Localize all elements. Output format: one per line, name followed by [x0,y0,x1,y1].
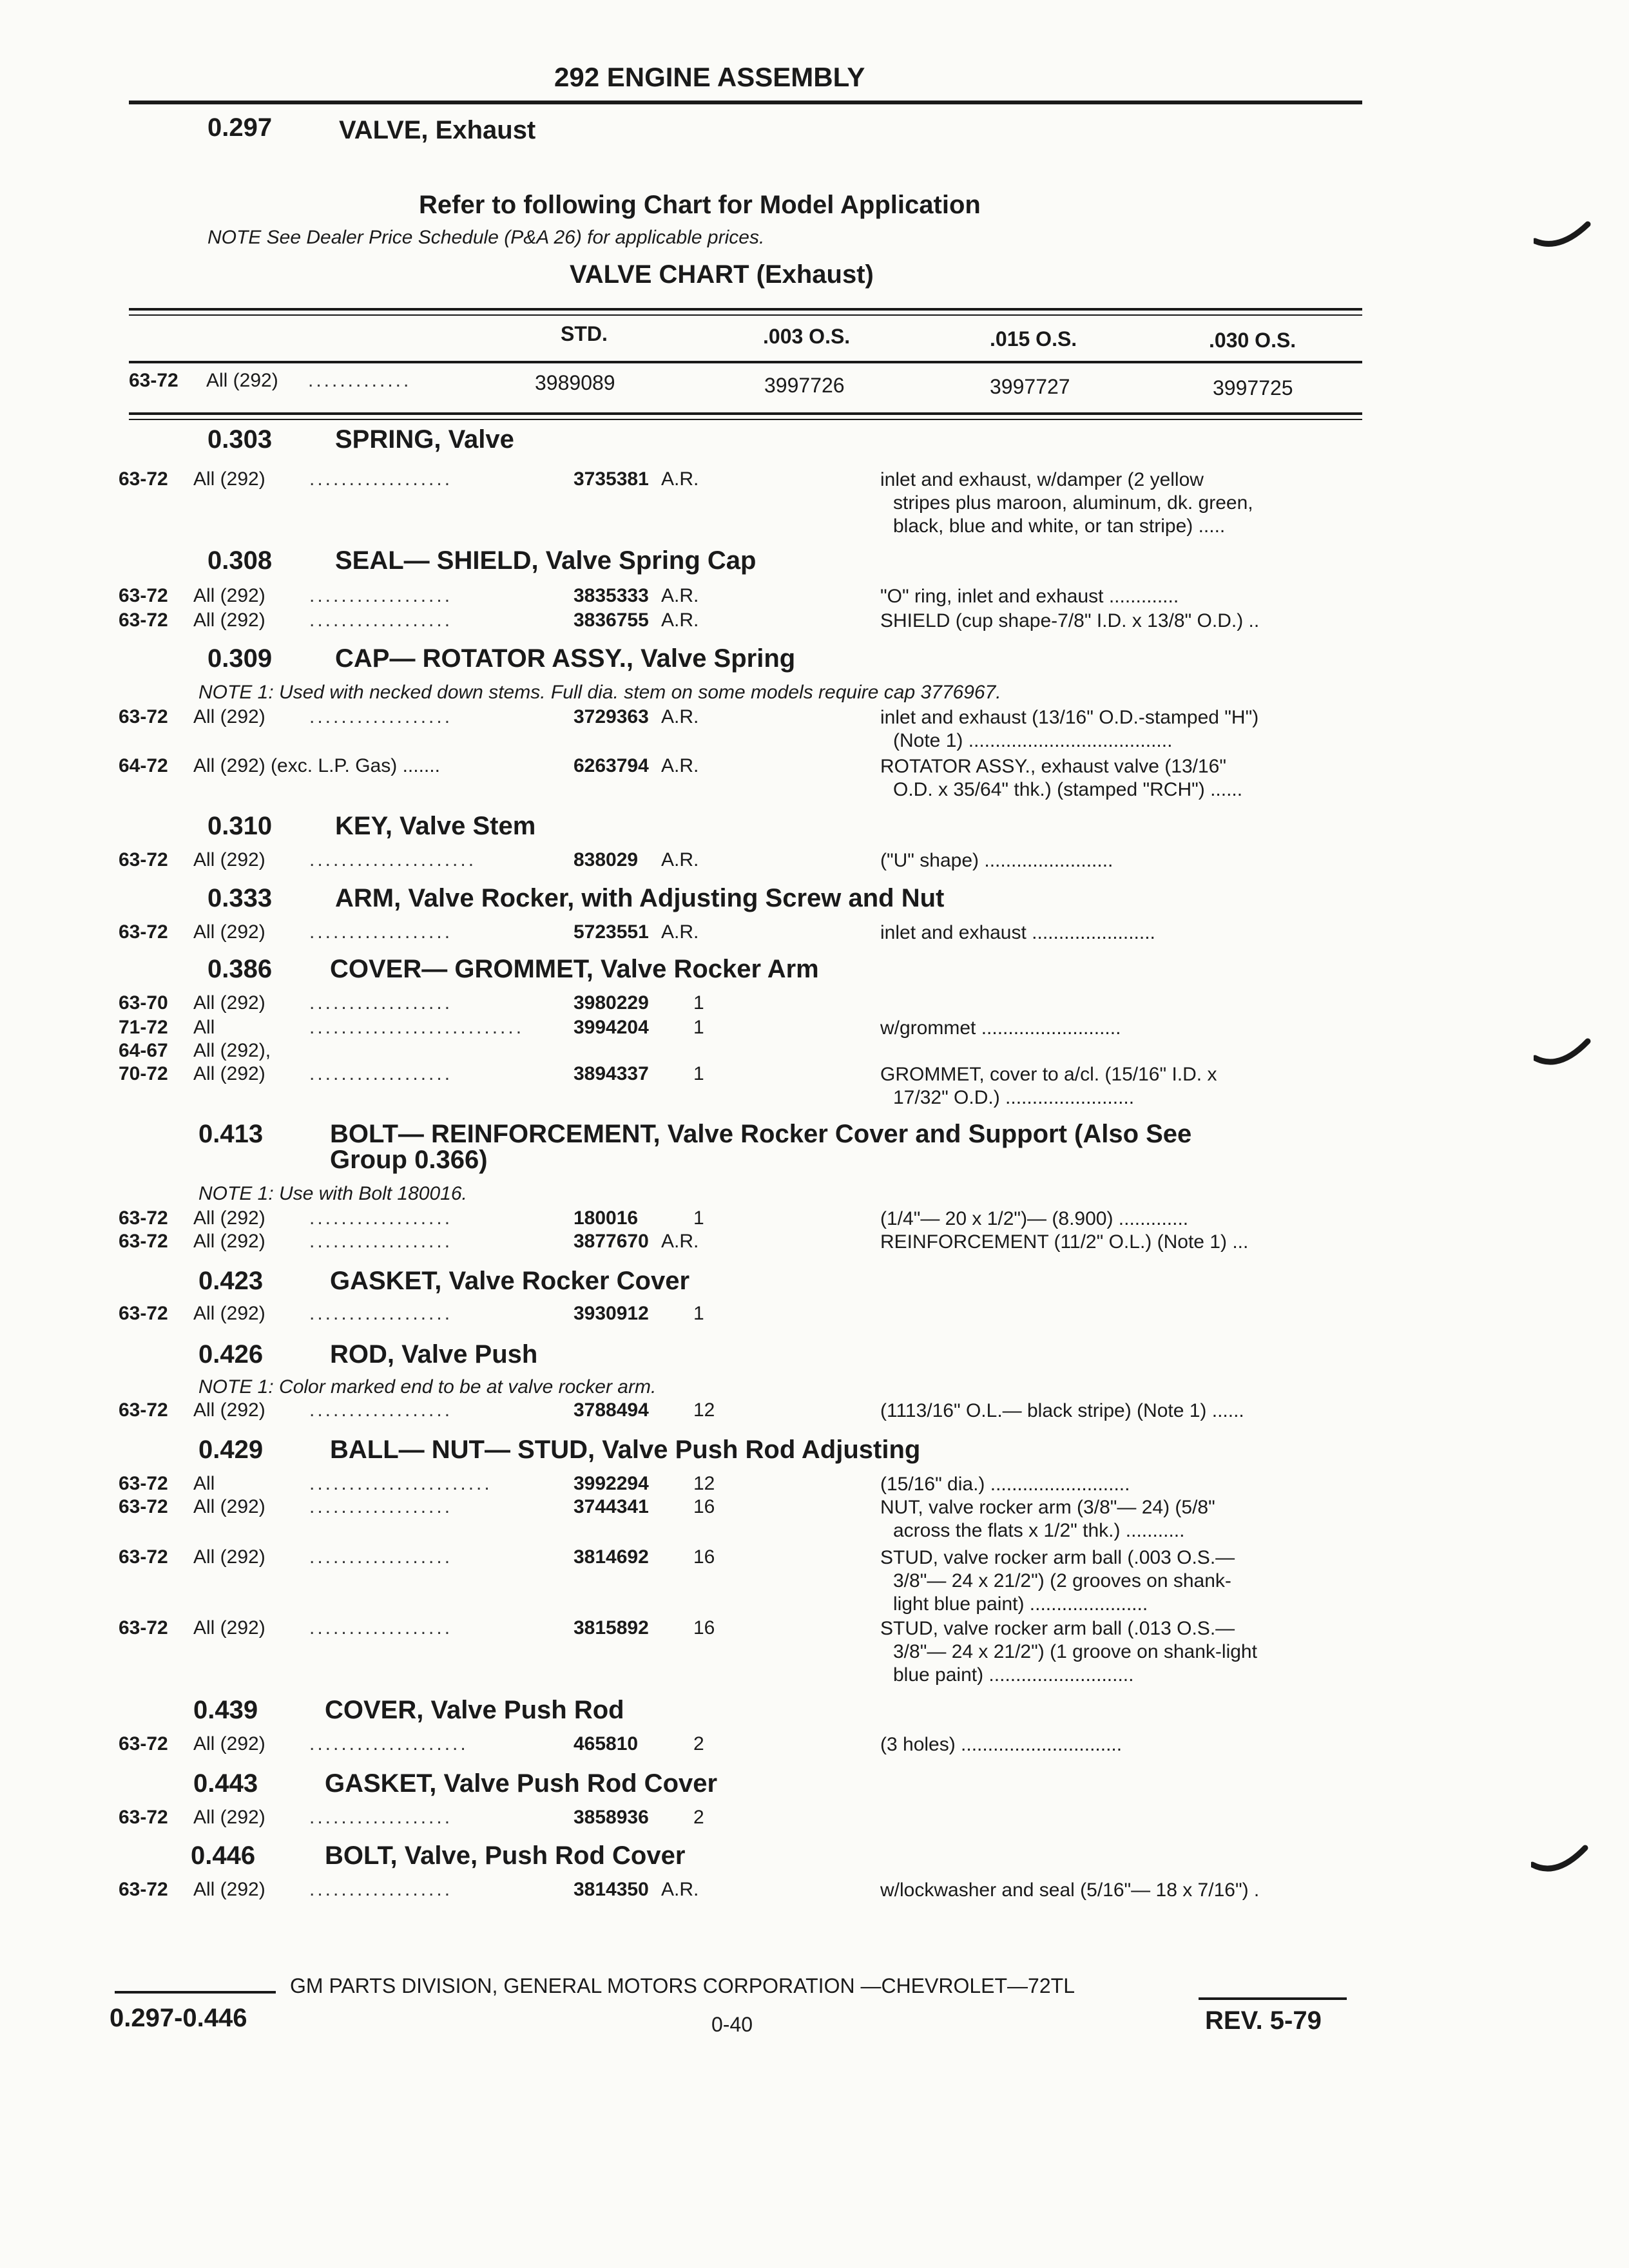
section-number: 0.446 [191,1841,256,1870]
chart-col-003: .003 O.S. [763,325,851,348]
row-years: 71-72 [119,1017,168,1038]
description-line: STUD, valve rocker arm ball (.003 O.S.— [880,1547,1235,1568]
row-years: 63-72 [119,1473,168,1494]
row-part-number: 3814692 [574,1546,649,1568]
chart-row-leader: ............. [308,370,412,391]
description-line: stripes plus maroon, aluminum, dk. green, [893,492,1253,514]
section-name: BOLT, Valve, Push Rod Cover [325,1841,686,1870]
row-part-number: 3814350 [574,1879,649,1900]
row-years: 63-72 [119,921,168,943]
chart-row-model: All (292) [206,370,278,391]
row-leader: .................. [309,1617,453,1639]
footer-page-number: 0-40 [711,2013,753,2036]
description-line: 3/8"— 24 x 21/2") (1 groove on shank-light [893,1641,1257,1662]
page-title: 292 ENGINE ASSEMBLY [554,62,865,92]
row-quantity: 2 [693,1807,704,1828]
description-line: black, blue and white, or tan stripe) ..... [893,515,1226,537]
chart-header-rule [129,361,1362,363]
row-years: 63-72 [119,1879,168,1900]
section-note: NOTE 1: Use with Bolt 180016. [198,1183,467,1204]
section-number: 0.308 [207,546,273,575]
row-leader: .................. [309,1063,453,1084]
row-description [880,1473,1130,1496]
section-number: 0.333 [207,884,273,912]
row-years: 63-72 [119,1617,168,1639]
footer-range: 0.297-0.446 [110,2004,247,2032]
row-years: 63-72 [119,1807,168,1828]
row-leader: .................. [309,1807,453,1828]
section-name: VALVE, Exhaust [339,116,536,144]
description-line: w/grommet .......................... [880,1017,1121,1039]
chart-col-std: STD. [561,322,608,345]
row-quantity: A.R. [661,1879,699,1900]
row-part-number: 3877670 [574,1231,649,1252]
section-name: GASKET, Valve Push Rod Cover [325,1769,718,1798]
row-years: 63-72 [119,1231,168,1252]
section-number: 0.297 [207,113,273,142]
row-model: All (292) [193,1546,265,1568]
row-leader: .................. [309,610,453,631]
row-model: All (292) [193,1496,265,1517]
row-model: All (292) [193,585,265,606]
row-model: All (292) [193,921,265,943]
row-part-number: 3994204 [574,1017,649,1038]
row-leader: ....................... [309,1473,492,1494]
row-years: 63-72 [119,585,168,606]
description-line: w/lockwasher and seal (5/16"— 18 x 7/16") . [880,1879,1260,1901]
row-quantity: 1 [693,992,704,1014]
row-leader: .................. [309,1231,453,1252]
chart-bottom-rule [129,412,1362,415]
section-name: CAP— ROTATOR ASSY., Valve Spring [335,644,796,673]
section-number: 0.439 [193,1696,258,1724]
row-quantity: A.R. [661,921,699,943]
row-description [880,1017,1121,1040]
row-part-number: 3980229 [574,992,649,1014]
row-years: 63-72 [119,1207,168,1229]
row-leader: .................. [309,992,453,1014]
row-part-number: 465810 [574,1733,639,1754]
row-quantity: A.R. [661,1231,699,1252]
row-years: 63-72 [119,1546,168,1568]
row-leader: ........................... [309,1017,525,1038]
description-line: light blue paint) ...................... [893,1593,1148,1615]
row-leader: .................. [309,585,453,606]
section-name: ROD, Valve Push [330,1340,538,1369]
row-years: 63-72 [119,706,168,727]
row-years: 63-72 [119,1496,168,1517]
binder-mark [1534,213,1592,251]
row-model: All (292) [193,468,265,490]
description-line: SHIELD (cup shape-7/8" I.D. x 13/8" O.D.) .. [880,610,1260,631]
row-description [880,921,1155,945]
row-description [880,1496,1215,1542]
row-leader: ..................... [309,849,477,870]
row-model: All (292) [193,1807,265,1828]
row-years: 63-72 [119,1303,168,1324]
row-model: All (292) (exc. L.P. Gas) ....... [193,755,440,776]
section-number: 0.310 [207,812,273,840]
row-model: All (292) [193,706,265,727]
chart-col-030: .030 O.S. [1209,329,1296,352]
row-part-number: 180016 [574,1207,639,1229]
row-part-number: 3836755 [574,610,649,631]
row-quantity: A.R. [661,755,699,776]
row-quantity: 1 [693,1017,704,1038]
description-line: inlet and exhaust, w/damper (2 yellow [880,469,1204,490]
row-leader: .................. [309,468,453,490]
row-part-number: 3930912 [574,1303,649,1324]
row-model: All [193,1017,215,1038]
row-years: 63-72 [119,610,168,631]
row-part-number: 3744341 [574,1496,649,1517]
row-model: All (292) [193,1063,265,1084]
row-description [880,1231,1248,1254]
row-part-number: 6263794 [574,755,649,776]
row-description [880,1063,1217,1110]
row-leader: .................. [309,1546,453,1568]
section-name: KEY, Valve Stem [335,812,536,840]
row-quantity: A.R. [661,706,699,727]
row-leader: .................. [309,921,453,943]
description-line: across the flats x 1/2" thk.) ........... [893,1520,1185,1541]
row-leader: .................. [309,1207,453,1229]
row-quantity: A.R. [661,610,699,631]
row-description [880,468,1253,538]
chart-row-years: 63-72 [129,370,178,391]
chart-top-rule-2 [129,314,1362,316]
row-quantity: 1 [693,1303,704,1324]
row-description [880,610,1259,633]
row-part-number: 838029 [574,849,639,870]
row-model: All (292) [193,1231,265,1252]
section-number: 0.386 [207,955,273,983]
description-line: (Note 1) ...................................... [893,730,1173,751]
description-line: ("U" shape) ........................ [880,850,1113,871]
row-part-number: 3894337 [574,1063,649,1084]
description-line: GROMMET, cover to a/cl. (15/16" I.D. x [880,1064,1217,1085]
section-name: ARM, Valve Rocker, with Adjusting Screw and Nut [335,884,945,912]
section-name-continued: Group 0.366) [330,1146,488,1174]
row-quantity: A.R. [661,849,699,870]
description-line: 3/8"— 24 x 21/2") (2 grooves on shank- [893,1570,1231,1591]
section-name: COVER, Valve Push Rod [325,1696,624,1724]
chart-bottom-rule-2 [129,419,1362,420]
section-name: GASKET, Valve Rocker Cover [330,1267,690,1295]
row-quantity: 16 [693,1496,715,1517]
footer-rule-left [115,1991,276,1994]
row-leader: .................. [309,1303,453,1324]
row-model: All (292) [193,1399,265,1421]
row-leader: .................... [309,1733,468,1754]
chart-col-015: .015 O.S. [990,327,1077,351]
section-number: 0.429 [198,1436,264,1464]
binder-mark [1531,1840,1589,1879]
row-leader: .................. [309,1496,453,1517]
row-description [880,1399,1244,1423]
row-description [880,1546,1235,1616]
chart-top-rule [129,308,1362,311]
section-name: BALL— NUT— STUD, Valve Push Rod Adjusting [330,1436,921,1464]
row-years: 63-72 [119,1399,168,1421]
section-note: NOTE 1: Used with necked down stems. Full dia. stem on some models require cap 3776967. [198,682,1001,703]
valve-chart-title: VALVE CHART (Exhaust) [570,260,874,289]
row-description [880,1207,1188,1231]
section-name: COVER— GROMMET, Valve Rocker Arm [330,955,819,983]
section-number: 0.309 [207,644,273,673]
row-quantity: 2 [693,1733,704,1754]
row-description [880,706,1258,753]
description-line: ROTATOR ASSY., exhaust valve (13/16" [880,756,1227,777]
description-line: "O" ring, inlet and exhaust ............. [880,586,1179,607]
row-model: All (292) [193,610,265,631]
row-quantity: 1 [693,1207,704,1229]
section-number: 0.426 [198,1340,264,1369]
row-leader: .................. [309,706,453,727]
row-quantity: 16 [693,1546,715,1568]
row-model: All (292) [193,1733,265,1754]
row-description [880,1879,1259,1902]
description-line: blue paint) ........................... [893,1664,1134,1686]
row-years: 63-72 [119,849,168,870]
section-name: SPRING, Valve [335,425,514,454]
row-model: All [193,1473,215,1494]
description-line: inlet and exhaust ....................... [880,922,1155,943]
row-description [880,849,1113,872]
row-quantity: A.R. [661,468,699,490]
row-model: All (292) [193,1617,265,1639]
row-model: All (292) [193,1303,265,1324]
description-line: (1113/16" O.L.— black stripe) (Note 1) ...... [880,1400,1244,1421]
section-number: 0.443 [193,1769,258,1798]
row-years: 63-72 [119,468,168,490]
row-leader: .................. [309,1879,453,1900]
row-part-number: 3735381 [574,468,649,490]
row-years: 64-67 [119,1040,168,1061]
header-rule [129,101,1362,104]
row-model: All (292) [193,849,265,870]
chart-cell-015: 3997727 [990,375,1070,398]
row-leader: .................. [309,1399,453,1421]
description-line: (3 holes) .............................. [880,1734,1123,1755]
row-years: 64-72 [119,755,168,776]
row-quantity: 1 [693,1063,704,1084]
section-name: BOLT— REINFORCEMENT, Valve Rocker Cover and Support (Also See [330,1120,1192,1148]
row-part-number: 3858936 [574,1807,649,1828]
footer-revision: REV. 5-79 [1205,2006,1322,2035]
description-line: REINFORCEMENT (11/2" O.L.) (Note 1) ... [880,1231,1249,1253]
row-years: 63-70 [119,992,168,1014]
row-years: 63-72 [119,1733,168,1754]
description-line: STUD, valve rocker arm ball (.013 O.S.— [880,1618,1235,1639]
row-quantity: A.R. [661,585,699,606]
row-model: All (292), [193,1040,271,1061]
section-note: NOTE 1: Color marked end to be at valve rocker arm. [198,1376,657,1398]
price-note: NOTE See Dealer Price Schedule (P&A 26) for applicable prices. [207,227,765,248]
row-quantity: 12 [693,1473,715,1494]
binder-mark [1534,1032,1592,1071]
chart-cell-030: 3997725 [1213,376,1293,399]
row-part-number: 3992294 [574,1473,649,1494]
row-part-number: 3815892 [574,1617,649,1639]
row-description [880,1617,1257,1687]
row-part-number: 3729363 [574,706,649,727]
section-number: 0.423 [198,1267,264,1295]
row-quantity: 12 [693,1399,715,1421]
row-part-number: 3788494 [574,1399,649,1421]
description-line: 17/32" O.D.) ........................ [893,1087,1135,1108]
description-line: (15/16" dia.) .......................... [880,1474,1130,1495]
row-description [880,755,1242,802]
row-model: All (292) [193,1207,265,1229]
chart-cell-003: 3997726 [764,374,845,397]
row-description [880,585,1179,608]
footer-rule-right [1199,1997,1347,2000]
section-number: 0.413 [198,1120,264,1148]
row-part-number: 3835333 [574,585,649,606]
row-part-number: 5723551 [574,921,649,943]
description-line: inlet and exhaust (13/16" O.D.-stamped "H") [880,707,1259,728]
row-years: 70-72 [119,1063,168,1084]
description-line: NUT, valve rocker arm (3/8"— 24) (5/8" [880,1497,1215,1518]
refer-chart-text: Refer to following Chart for Model Application [419,191,981,219]
footer-division: GM PARTS DIVISION, GENERAL MOTORS CORPORATION —CHEVROLET—72TL [290,1974,1075,1997]
row-model: All (292) [193,1879,265,1900]
chart-cell-std: 3989089 [535,371,615,394]
row-quantity: 16 [693,1617,715,1639]
description-line: (1/4"— 20 x 1/2")— (8.900) ............. [880,1208,1189,1229]
row-model: All (292) [193,992,265,1014]
row-description [880,1733,1122,1756]
section-name: SEAL— SHIELD, Valve Spring Cap [335,546,757,575]
description-line: O.D. x 35/64" thk.) (stamped "RCH") ...... [893,779,1243,800]
section-number: 0.303 [207,425,273,454]
